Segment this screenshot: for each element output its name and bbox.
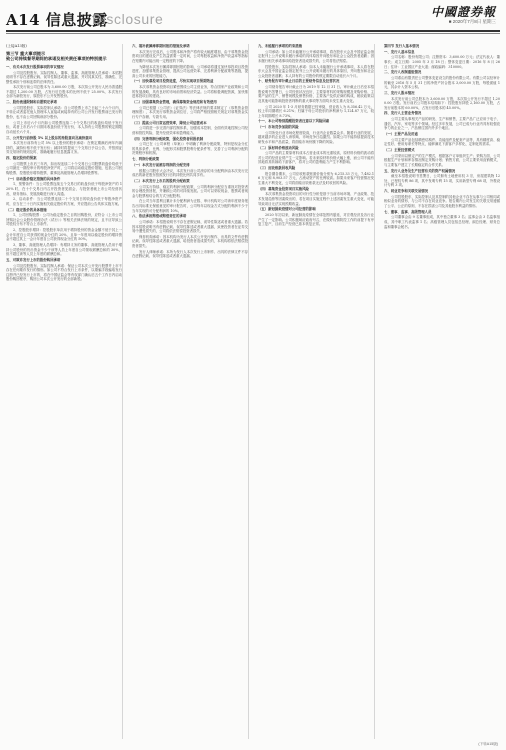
article-columns	[6, 44, 500, 739]
section-heading: （四）募集资金投资项目实施风险	[258, 186, 309, 191]
section-heading: 八、依法承担赔偿或赔偿责任的承诺	[132, 214, 187, 219]
section-heading: （二）原材料价格波动风险	[258, 145, 299, 150]
body-paragraph: 公司及控股股东、实际控制人、董事、监事、高级管理人员承诺：本招股说明书不存在虚假记载、误导性陈述或重大遗漏，并对其真实性、准确性、完整性承担个别和连带的法律责任。	[6, 70, 122, 84]
body-paragraph: 公司主要从事相关产品的研发、生产和销售，主要产品广泛应用于电子、通信、汽车、家电等多个领域。经过多年发展，公司已成为行业内具有较强竞争力的企业之一，产品销往国内外多个地区。	[384, 117, 500, 131]
section-heading: 二、发行人改制重组情况	[384, 70, 422, 75]
body-paragraph: 2020 年初以来，新冠肺炎疫情在全球范围内蔓延，对宏观经济及各行业产生了一定影响。公司积极响应政府号召，在做好疫情防控工作的前提下有序复工复产，目前生产经营已基本恢复正常。	[258, 213, 374, 227]
continuation-tag: (上接A13版)	[6, 44, 27, 48]
body-paragraph: 公司已在《公司章程（草案）》中明确了利润分配政策，特别是现金分红的具体条件、比例、分配形式和股票股利分配条件等，完善了公司利润分配的决策程序和机制。	[132, 142, 248, 156]
body-paragraph: 公司控股股东、实际控制人及其控制的其他企业不存在从事与公司相同或相似业务的情形，与公司不存在同业竞争。报告期内公司发生的关联交易遵循了公平、公正的原则，不存在损害公司及其他股东利益的情形。	[384, 194, 500, 208]
body-paragraph: 公司名称：股份有限公司；注册资本：3,600.00 万元；法定代表人：董事长；成立日期：2005 年 3 月 18 日；整体变更日期：2016 年 8 月 26 日；住所：工业园区产业大道；邮政编码：310000。	[384, 55, 500, 69]
body-paragraph: 在公司当年盈利且累计未分配利润为正数、审计机构对公司该年度财务报告出具标准无保留意见的审计报告时，公司每年以现金方式分配的利润不少于当年实现的可分配利润的 10%。	[132, 199, 248, 213]
body-paragraph: 本次发行完成后，公司股本和净资产将有较大幅度增加，由于募集资金投资项目的建设及产生效益需要一定时间，公司每股收益和净资产收益率等指标在短期内可能出现一定程度的下降。	[132, 49, 248, 63]
body-paragraph: 报告期各期末，公司应收账款账面价值分别为 6,215.33 万元、7,482.16 万元和 8,903.57 万元，占流动资产的比例较高。如果未来客户经营情况发生重大不利变化，公司将面临应收账款无法及时收回的风险。	[258, 171, 374, 186]
section-heading: 第四节 发行人基本情况	[384, 44, 420, 48]
body-paragraph: 公司董事会由 9 名董事组成，其中独立董事 3 名；监事会由 3 名监事组成，其中职工代表监事 1 名；高级管理人员包括总经理、副总经理、财务总监和董事会秘书。	[384, 215, 500, 229]
body-paragraph: 1、预警条件：当公司股票连续五个交易日的收盘价低于每股净资产的 120% 时，在十个交易日内召开投资者见面会，与投资者就上市公司经营状况、财务指标、发展战略进行深入沟通。	[6, 182, 122, 196]
section-heading: 一、有关本次发行股票事项的审议情况	[6, 64, 64, 69]
section-number: A14 信息披露	[6, 11, 108, 29]
section-heading: （一）主要产品及用途	[384, 131, 418, 136]
body-paragraph: 2、控股股东增持：控股股东单次用于增持股份的资金金额不低于其上一会计年度自公司获得的现金分红的 20%，且单一年度用以稳定股价的增持资金不超过其上一会计年度自公司获得现金分红的 50%。	[6, 228, 122, 242]
body-paragraph: 公司承诺：如公司未能履行公开承诺事项，将在股东大会及中国证监会指定报刊上公开说明未履行承诺的具体原因并向股东和社会公众投资者道歉；因未履行相关承诺事项给投资者造成损失的，公司将依法赔偿。	[258, 49, 374, 63]
column-4	[384, 44, 500, 739]
body-paragraph: 3、董事、高级管理人员增持：有增持义务的董事、高级管理人员用于增持公司股份的货币资金不少于该等人员上年度自公司领取薪酬总和的 30%，但不超过该等人员上年度的薪酬总和。	[6, 242, 122, 257]
column-3	[258, 44, 375, 739]
section-heading: （一）本次发行前滚存利润的分配安排	[132, 162, 190, 167]
section-heading: 五、发行人业务及生产经营有关的资产权属情况	[384, 168, 456, 173]
body-paragraph: 根据公司股东大会决议，本次发行前公司滚存的未分配利润由本次发行完成后的新老股东按照发行后的持股比例共同享有。	[132, 168, 248, 178]
section-heading: 七、董事、监事、高级管理人员	[384, 209, 432, 214]
body-paragraph: 公司将进一步完善内部控制体系，加强成本控制，全面有效地控制公司经营和管控风险，提升经营效率和盈利能力。	[132, 126, 248, 135]
body-paragraph: 保荐机构承诺：因本机构为发行人本次公开发行制作、出具的文件有虚假记载、误导性陈述或者重大遗漏，给投资者造成损失的，本机构将依法赔偿投资者损失。	[132, 234, 248, 248]
body-paragraph: 控股股东、实际控制人承诺：如本人未能履行公开承诺事项，本人将在股东大会及中国证监会指定报刊上公开说明未履行的具体原因，并向股东和社会公众投资者道歉；本人持有的公司股份的锁定期限自动延长六个月。	[258, 64, 374, 78]
page-masthead	[0, 0, 506, 30]
section-heading: 十、财务报告审计截止日后的主要财务信息及经营状况	[258, 79, 340, 84]
body-paragraph: 公司股票上市后三年内，如出现连续二十个交易日公司股票收盘价均低于公司最近一期经审计的每股净资产时，公司将启动稳定股价措施，包括公司回购股票、控股股东增持股票、董事及高级管理人员增持股票等。	[6, 161, 122, 175]
section-heading: （一）市场竞争加剧的风险	[258, 125, 299, 130]
section-heading: （二）本次发行上市后的股利分配政策	[132, 178, 190, 183]
body-paragraph: 公司实行持续、稳定的利润分配政策，公司的利润分配应当重视对投资者的合理投资回报，并兼顾公司的可持续发展。公司可以采取现金、股票或者现金与股票相结合的方式分配股利。	[132, 184, 248, 198]
body-paragraph: 公司承诺：本招股说明书不存在虚假记载、误导性陈述或者重大遗漏。若因本招股说明书有虚假记载、误导性陈述或者重大遗漏，致使投资者在证券交易中遭受损失的，公司将依法赔偿投资者损失。	[132, 219, 248, 234]
body-paragraph: 发行人律师承诺：本所为发行人本次发行上市制作、出具的法律文件不存在虚假记载、误导性陈述或者重大遗漏。	[132, 249, 248, 259]
body-paragraph: 公司控股股东、实际控制人承诺：自公司股票上市之日起三十六个月内，不转让或者委托他人管理本人直接或间接持有的公司公开发行股票前已发行的股份，也不由公司回购该部分股份。	[6, 105, 122, 120]
section-heading: （三）提高公司日常运营效率，降低公司运营成本	[132, 120, 207, 125]
body-paragraph: 公司财务报告审计截止日为 2019 年 12 月 31 日。审计截止日后至本招股说明书签署日，公司经营状况良好，主要原材料的采购规模及采购价格、主要产品的生产、销售规模及销售价格，主要客户及供应商的构成，税收政策以及其他可能影响投资者判断的重大事项等方面均未发生重大变化。	[258, 85, 374, 103]
section-heading: （五）新冠肺炎疫情对公司经营的影响	[258, 207, 316, 212]
section-heading: （二）主要经营模式	[384, 148, 415, 152]
section-heading: 四、发行人主营业务情况	[384, 111, 422, 116]
body-paragraph: 公司及控股股东、实际控制人承诺：保证公司本次公开发行股票并上市不存在任何欺诈发行的情形。如公司不符合发行上市条件，以欺骗手段骗取发行注册并已经发行上市的，将在中国证监会等有权部门确认后五个工作日内启动股份购回程序，购回公司本次公开发行的全部新股。	[6, 263, 122, 282]
body-paragraph: 公司所处行业市场化程度较高，行业内企业数量众多。随着行业的发展，越来越多的企业进入该领域，市场竞争日趋激烈。如果公司不能持续提高技术研发水平和产品质量，将面临市场份额下降的风险。	[258, 130, 374, 144]
section-heading: 三、公开发行前持股 5% 以上股东的持股意向及减持意向	[6, 135, 92, 140]
section-heading: （一）启动股价稳定措施的具体条件	[6, 176, 61, 181]
header-rule	[6, 30, 500, 32]
body-paragraph: 本次发行前公司总股本为 3,600.00 万股，本次拟公开发行不超过 1,200.00 万股。发行前后公司股本结构如下：控股股东持股 2,160.00 万股，占发行前股本的 60.00%，占发行后股本的 45.00%。	[384, 96, 500, 110]
body-paragraph: 本次募集资金投资项目紧密围绕公司主营业务，符合国家产业政策和公司的发展战略，具有良好的市场前景和经济效益。公司将积极调配资源，加快推进募投项目的建设。	[132, 85, 248, 99]
continued-notice: (下转A15版)	[478, 742, 498, 746]
body-paragraph: 本次募集资金投资项目的可行性分析是基于当前市场环境、产业政策、技术发展趋势等因素做出的，若在项目实施过程中上述因素发生重大变化，可能导致项目无法实现预期收益。	[258, 192, 374, 206]
body-paragraph: 2、启动条件：当公司股票连续二十个交易日的收盘价低于每股净资产时，应当在三十日内实施相关稳定股价的方案，并应提前公告具体实施方案。	[6, 197, 122, 206]
section-heading: 二、股份流通限制和自愿锁定承诺	[6, 100, 57, 105]
column-2	[132, 44, 249, 739]
section-name-english: Disclosure	[92, 11, 164, 27]
section-heading: 五、对欺诈发行上市的股份购回承诺	[6, 257, 61, 262]
body-paragraph: 为降低本次发行摊薄即期回报的影响，公司承诺将通过加快募投项目投资进度、加强募集资金管理、提高公司运营效率、完善利润分配政策等措施，提高公司未来的回报能力。	[132, 64, 248, 78]
section-heading: （三）应收账款回收风险	[258, 166, 296, 171]
section-heading: （二）稳定股价的具体措施	[6, 207, 47, 212]
section-heading: 一、发行人基本信息	[384, 49, 415, 54]
body-paragraph: 本次发行前持有公司 5% 以上股份的股东承诺：在锁定期满后两年内减持的，减持价格不低于发行价；减持时将提前三个交易日予以公告，并按照证券交易所的规则及时、准确地履行信息披露义务。	[6, 141, 122, 155]
article-title: 第三节 重大事项提示 致公司持续督导期间的承诺及相关责任事项的特别提示	[6, 51, 107, 62]
section-heading: 十一、本公司特别提醒投资者注意以下风险因素	[258, 119, 330, 124]
body-paragraph: 本次发行前公司总股本为 3,600.00 万股，本次拟公开发行人民币普通股不超过 1,200.00 万股，占发行后总股本的比例不低于 25.00%，本次发行全部为新股发行，原股东不公开发售股份。	[6, 85, 122, 99]
section-heading: （一）加快募投项目投资进度，尽快实现项目预期效益	[132, 79, 214, 84]
issue-date: ■ 2020年7月8日 星期三	[448, 19, 496, 24]
section-heading: 六、填补被摊薄即期回报的措施及承诺	[132, 44, 190, 48]
section-heading: （四）完善利润分配政策，强化投资者回报机制	[132, 136, 204, 141]
body-paragraph: 公司产品的主要原材料成本占营业成本的比重较高，原材料价格的波动将对公司的经营业绩产生一定影响。若未来原材料价格大幅上涨，而公司不能有效地将其转嫁给下游客户，将对公司的盈利能力产生不利影响。	[258, 151, 374, 165]
newspaper-logo: 中國證券報	[430, 5, 496, 19]
column-1	[6, 44, 123, 739]
section-heading: （二）加强募集资金管理，确保募集资金规范和有效使用	[132, 99, 217, 104]
body-paragraph: 公司系由有限责任公司整体变更设立的股份有限公司。有限公司以经审计的截至 2016 年 5 月 31 日的净资产折合股本 3,000.00 万股，每股面值 1 元，其余计入资本公积。	[384, 76, 500, 90]
section-heading: 七、利润分配政策	[132, 157, 160, 162]
body-paragraph: 公司采用以销定产的生产模式，根据客户订单组织生产；采购方面，公司根据生产计划和库存情况制定采购计划；销售方面，公司主要采用直销模式，与主要客户建立了长期稳定的合作关系。	[384, 153, 500, 167]
body-paragraph: 公司上市后六个月内如公司股票连续二十个交易日的收盘价均低于发行价，或者上市后六个月期末收盘价低于发行价，本人持有公司股票的锁定期限自动延长六个月。	[6, 120, 122, 134]
body-paragraph: 公司主要产品包括精密结构件、功能组件及配套产品等，具有精度高、稳定性好、使用寿命长等特点，能够满足下游客户多样化、定制化的需求。	[384, 137, 500, 147]
section-heading: 九、未能履行承诺的约束措施	[258, 44, 303, 48]
section-heading: 六、同业竞争和关联交易情况	[384, 189, 429, 194]
header-subrule	[6, 33, 500, 34]
section-heading: 三、发行人股本情况	[384, 90, 415, 95]
body-paragraph: 公司 2020 年 1-3 月财务数据已经审阅，营业收入为 8,356.42 万元，较上年同期增长 6.21%；归属于母公司股东的净利润为 1,124.87 万元，较上年同期增长 8.73%。	[258, 104, 374, 118]
section-heading: 四、稳定股价的预案	[6, 156, 37, 161]
body-paragraph: 公司已根据《公司法》《证券法》等法律法规的要求制定了《募集资金管理制度》，本次发行募集资金到位后，公司将严格按照相关规定对募集资金实行专户存储、专款专用。	[132, 105, 248, 119]
body-paragraph: 截至本招股说明书签署日，公司拥有土地使用权 3 宗，房屋建筑物 12 处，已授权专利 86 项，其中发明专利 15 项，实用新型专利 68 项，外观设计专利 3 项。	[384, 174, 500, 188]
body-paragraph: 1、公司回购股票：公司为稳定股价之目的回购股份，应符合《上市公司回购社会公众股份管理办法（试行）》等相关法律法规的规定，且不应导致公司股权分布不符合上市条件。	[6, 213, 122, 227]
